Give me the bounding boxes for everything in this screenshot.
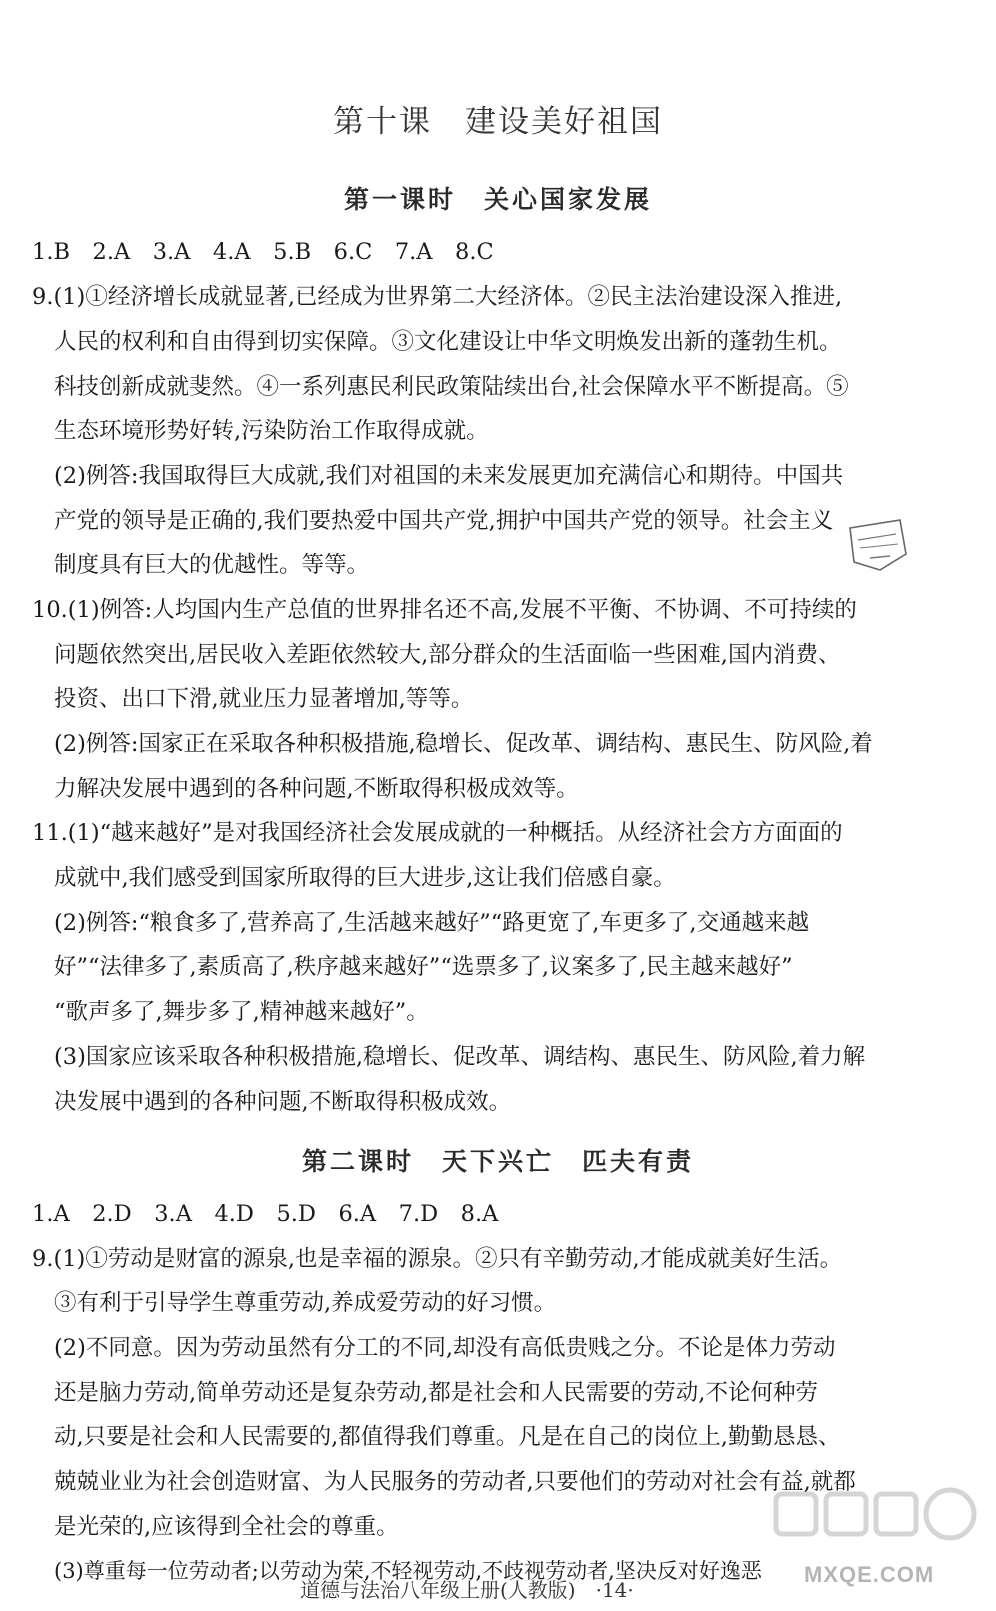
answer-line: 9.(1)①劳动是财富的源泉,也是幸福的源泉。②只有辛勤劳动,才能成就美好生活。 bbox=[32, 1246, 843, 1272]
answer-line: 生态环境形势好转,污染防治工作取得成就。 bbox=[54, 418, 489, 444]
answer-line: 力解决发展中遇到的各种问题,不断取得积极成效等。 bbox=[54, 776, 579, 802]
answer-line: (2)例答:“粮食多了,营养高了,生活越来越好”“路更宽了,车更多了,交通越来越 bbox=[54, 910, 810, 936]
answer-line: (2)例答:国家正在采取各种积极措施,稳增长、促改革、调结构、惠民生、防风险,着 bbox=[54, 731, 873, 757]
answer-line: 投资、出口下滑,就业压力显著增加,等等。 bbox=[54, 686, 474, 712]
answer-line: (2)不同意。因为劳动虽然有分工的不同,却没有高低贵贱之分。不论是体力劳动 bbox=[54, 1335, 836, 1361]
answer-line: 动,只要是社会和人民需要的,都值得我们尊重。凡是在自己的岗位上,勤勤恳恳、 bbox=[54, 1424, 841, 1450]
answer-line: 科技创新成就斐然。④一系列惠民利民政策陆续出台,社会保障水平不断提高。⑤ bbox=[54, 374, 849, 400]
answer-line: 1.B 2.A 3.A 4.A 5.B 6.C 7.A 8.C bbox=[32, 239, 494, 265]
answer-line: 兢兢业业为社会创造财富、为人民服务的劳动者,只要他们的劳动对社会有益,就都 bbox=[54, 1469, 856, 1495]
answer-line: 还是脑力劳动,简单劳动还是复杂劳动,都是社会和人民需要的劳动,不论何种劳 bbox=[54, 1380, 818, 1406]
answer-line: “歌声多了,舞步多了,精神越来越好”。 bbox=[54, 999, 429, 1025]
section-title: 第一课时 关心国家发展 bbox=[343, 185, 652, 214]
stamp-icon bbox=[842, 514, 912, 574]
answer-line: 9.(1)①经济增长成就显著,已经成为世界第二大经济体。②民主法治建设深入推进, bbox=[32, 284, 843, 310]
answer-line: (3)国家应该采取各种积极措施,稳增长、促改革、调结构、惠民生、防风险,着力解 bbox=[54, 1044, 866, 1070]
answer-line: 问题依然突出,居民收入差距依然较大,部分群众的生活面临一些困难,国内消费、 bbox=[54, 642, 841, 668]
watermark-url: MXQE.COM bbox=[804, 1562, 935, 1587]
answer-line: 1.A 2.D 3.A 4.D 5.D 6.A 7.D 8.A bbox=[32, 1201, 499, 1227]
answer-line: 10.(1)例答:人均国内生产总值的世界排名还不高,发展不平衡、不协调、不可持续的 bbox=[32, 597, 857, 623]
answer-line: 成就中,我们感受到国家所取得的巨大进步,这让我们倍感自豪。 bbox=[54, 865, 676, 891]
section-title: 第二课时 天下兴亡 匹夫有责 bbox=[301, 1147, 694, 1176]
answer-line: 11.(1)“越来越好”是对我国经济社会发展成就的一种概括。从经济社会方方面面的 bbox=[32, 820, 843, 846]
answer-line: (3)尊重每一位劳动者;以劳动为荣,不轻视劳动,不歧视劳动者,坚决反对好逸恶 bbox=[54, 1559, 762, 1583]
page-footer: 道德与法治八年级上册(人教版) ·14· bbox=[300, 1578, 634, 1602]
answer-line: 制度具有巨大的优越性。等等。 bbox=[54, 552, 370, 578]
answer-line: 产党的领导是正确的,我们要热爱中国共产党,拥护中国共产党的领导。社会主义 bbox=[54, 508, 834, 534]
answer-line: 人民的权利和自由得到切实保障。③文化建设让中华文明焕发出新的蓬勃生机。 bbox=[54, 329, 842, 355]
answer-line: ③有利于引导学生尊重劳动,养成爱劳动的好习惯。 bbox=[54, 1290, 557, 1316]
answer-line: (2)例答:我国取得巨大成就,我们对祖国的未来发展更加充满信心和期待。中国共 bbox=[54, 463, 844, 489]
lesson-title: 第十课 建设美好祖国 bbox=[333, 104, 663, 140]
answer-line: 好”“法律多了,素质高了,秩序越来越好”“选票多了,议案多了,民主越来越好” bbox=[54, 954, 793, 980]
answer-line: 决发展中遇到的各种问题,不断取得积极成效。 bbox=[54, 1089, 512, 1115]
answer-line: 是光荣的,应该得到全社会的尊重。 bbox=[54, 1514, 399, 1540]
